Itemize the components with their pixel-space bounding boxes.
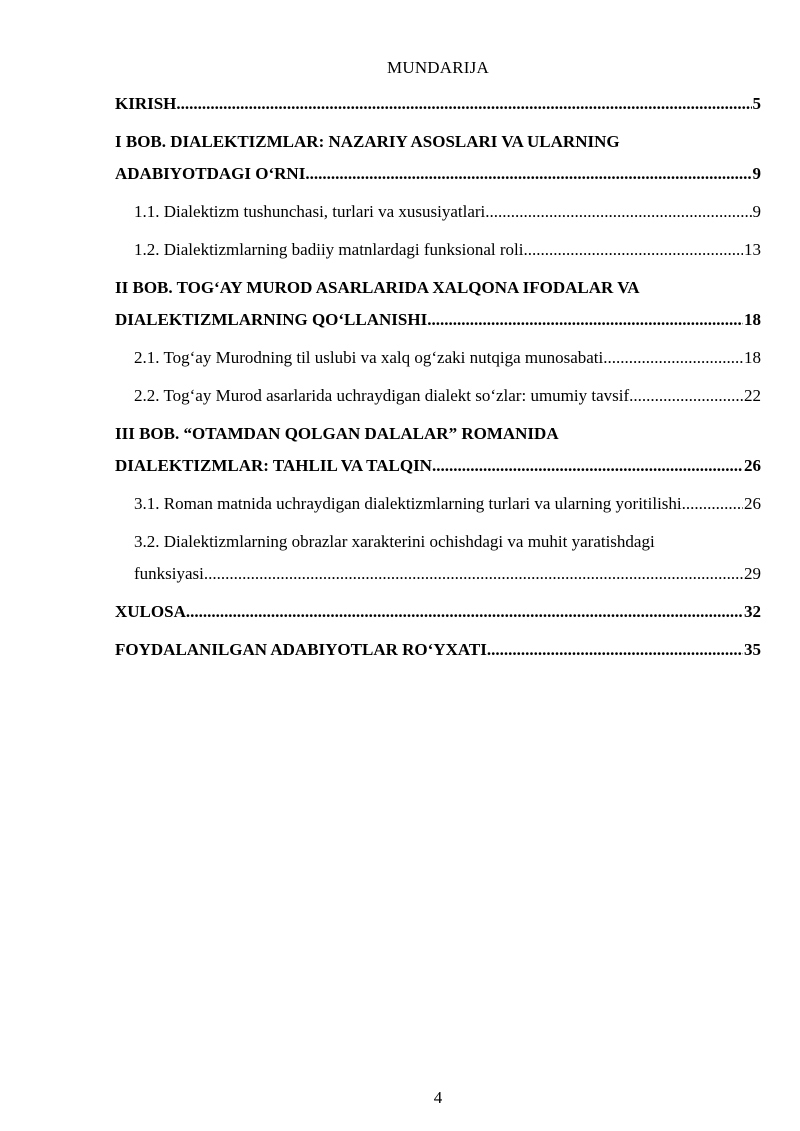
dot-leader (432, 450, 743, 482)
toc-entry-xulosa[interactable] (115, 596, 761, 628)
toc-entry-label: KIRISH (115, 94, 177, 113)
dot-leader (427, 304, 743, 336)
toc-page-number: 13 (744, 240, 761, 259)
toc-entry-references[interactable] (115, 634, 761, 666)
toc-page-number: 18 (744, 348, 761, 367)
toc-entry-label: II BOB. TOG‘AY MUROD ASARLARIDA XALQONA IFODALAR VA (115, 278, 640, 297)
toc-entry-kirish[interactable] (115, 88, 761, 120)
toc-entry-label: XULOSA (115, 602, 186, 621)
toc-entry-section-2-1[interactable] (115, 342, 761, 374)
toc-page-number: 5 (752, 94, 761, 113)
toc-entry-label: III BOB. “OTAMDAN QOLGAN DALALAR” ROMANIDA (115, 424, 559, 443)
toc-entry-label: 2.1. Tog‘ay Murodning til uslubi va xalq og‘zaki nutqiga munosabati (134, 348, 604, 367)
toc-entry-label: 3.1. Roman matnida uchraydigan dialektizmlarning turlari va ularning yoritilishi (134, 494, 682, 513)
table-of-contents (115, 88, 761, 672)
dot-leader (176, 88, 751, 120)
toc-page-number: 26 (744, 494, 761, 513)
toc-page-number: 26 (744, 456, 761, 475)
toc-entry-label: 1.2. Dialektizmlarning badiiy matnlardagi funksional roli (134, 240, 524, 259)
toc-entry-label: I BOB. DIALEKTIZMLAR: NAZARIY ASOSLARI VA ULARNING (115, 132, 620, 151)
dot-leader (487, 634, 743, 666)
toc-entry-label-continued: DIALEKTIZMLAR: TAHLIL VA TALQIN (115, 456, 432, 475)
dot-leader (603, 342, 743, 374)
toc-entry-label-continued: funksiyasi (134, 564, 204, 583)
toc-page-number: 35 (744, 640, 761, 659)
toc-entry-chapter-3[interactable] (115, 418, 761, 482)
dot-leader (524, 234, 744, 266)
toc-page-number: 32 (744, 602, 761, 621)
toc-entry-section-2-2[interactable] (115, 380, 761, 412)
toc-page-number: 29 (744, 564, 761, 583)
toc-entry-label-continued: ADABIYOTDAGI O‘RNI (115, 164, 306, 183)
toc-title: MUNDARIJA (387, 58, 489, 77)
toc-page-number: 9 (752, 202, 761, 221)
dot-leader (485, 196, 751, 228)
toc-entry-label: 1.1. Dialektizm tushunchasi, turlari va xususiyatlari (134, 202, 486, 221)
toc-entry-label-continued: DIALEKTIZMLARNING QO‘LLANISHI (115, 310, 428, 329)
toc-entry-chapter-2[interactable] (115, 272, 761, 336)
toc-page-number: 18 (744, 310, 761, 329)
dot-leader (305, 158, 751, 190)
toc-entry-section-1-1[interactable] (115, 196, 761, 228)
toc-entry-label: FOYDALANILGAN ADABIYOTLAR RO‘YXATI (115, 640, 487, 659)
toc-entry-section-3-1[interactable] (115, 488, 761, 520)
dot-leader (186, 596, 743, 628)
toc-entry-section-1-2[interactable] (115, 234, 761, 266)
dot-leader (682, 488, 743, 520)
toc-page-number: 9 (752, 164, 761, 183)
toc-entry-label: 3.2. Dialektizmlarning obrazlar xarakterini ochishdagi va muhit yaratishdagi (134, 532, 655, 551)
dot-leader (204, 558, 743, 590)
toc-entry-section-3-2[interactable] (115, 526, 761, 590)
toc-entry-chapter-1[interactable] (115, 126, 761, 190)
toc-entry-label: 2.2. Tog‘ay Murod asarlarida uchraydigan dialekt so‘zlar: umumiy tavsif (134, 386, 630, 405)
toc-page-number: 22 (744, 386, 761, 405)
dot-leader (629, 380, 743, 412)
page-number: 4 (433, 1088, 443, 1107)
